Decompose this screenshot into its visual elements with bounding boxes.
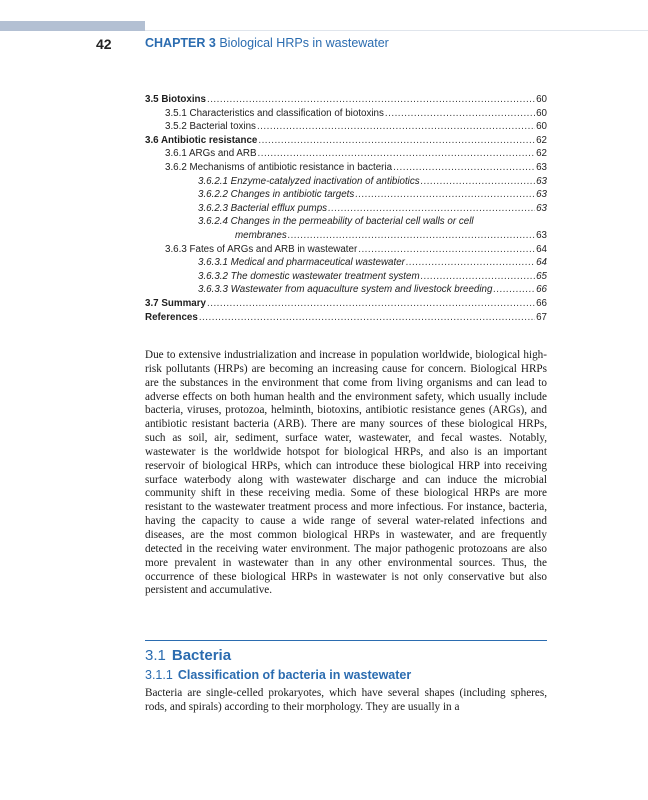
toc-entry-page: 62 bbox=[536, 134, 547, 146]
chapter-label: CHAPTER 3 bbox=[145, 36, 216, 50]
section-title: Bacteria bbox=[171, 647, 232, 664]
toc-leader bbox=[288, 229, 535, 243]
toc-entry[interactable] bbox=[145, 283, 547, 297]
toc-entry[interactable] bbox=[145, 147, 547, 161]
toc-entry-page: 60 bbox=[536, 94, 547, 105]
toc-entry-title: References bbox=[145, 311, 198, 323]
toc-leader bbox=[393, 161, 535, 175]
toc-entry-title: 3.5 Biotoxins bbox=[145, 94, 206, 105]
toc-leader bbox=[385, 107, 535, 121]
toc-entry-page: 63 bbox=[536, 161, 547, 173]
subsection-heading bbox=[145, 668, 411, 682]
header-rule bbox=[145, 30, 648, 31]
running-header bbox=[0, 36, 648, 54]
toc-entry[interactable] bbox=[145, 120, 547, 134]
toc-entry[interactable] bbox=[145, 107, 547, 121]
toc-entry-page: 66 bbox=[536, 284, 547, 296]
toc-leader bbox=[355, 188, 535, 202]
toc-entry-title: 3.6.2 Mechanisms of antibiotic resistance in bacteria bbox=[165, 161, 393, 173]
toc-leader bbox=[358, 243, 535, 257]
toc-leader bbox=[207, 93, 535, 107]
toc-entry[interactable] bbox=[145, 202, 547, 216]
toc-entry-page: 63 bbox=[536, 202, 547, 214]
toc-entry[interactable] bbox=[145, 188, 547, 202]
header-accent-bar bbox=[0, 21, 145, 31]
toc-entry-title-line2: membranes bbox=[235, 229, 287, 241]
toc-entry[interactable] bbox=[145, 243, 547, 257]
toc-leader bbox=[207, 297, 535, 311]
toc-entry[interactable] bbox=[145, 93, 547, 107]
toc-entry-title: 3.5.2 Bacterial toxins bbox=[165, 121, 256, 133]
toc-entry-title: 3.6.2.1 Enzyme-catalyzed inactivation of antibiotics bbox=[198, 175, 420, 187]
toc-entry-page: 64 bbox=[536, 243, 547, 255]
toc-entry-page: 60 bbox=[536, 121, 547, 133]
toc-entry-page: 66 bbox=[536, 297, 547, 309]
intro-paragraph: Due to extensive industrialization and increase in population worldwide, biological high-risk pollutants (HRPs) are becoming an increasing cause for concern. Biological HRPs are the substances in the environment that come from living organisms and can lead to adverse effects on both human health and the environment safety, which usually include bacteria, viruses, protozoa, helminth, biotoxins, antibiotic resistance genes (ARGs), and antibiotic resistant bacteria (ARB). There are many sources of these biological HRPs, such as soil, air, sediment, surface water, wastewater, and fecal wastes. Notably, wastewater is the worldwide hotspot for biological HRPs, and also is an important reservoir of biological HRPs, which can introduce these biological HRP into receiving surface waterbody along with wastewater discharge and can induce the microbial community shift in these receiving media. Some of these biological HRPs are more resistant to the wastewater treatment process and more infectious. For instance, bacteria, having the capacity to cause a wide range of several water-related infections and diseases, are the most common biological HRPs in wastewater, and are frequently detected in the receiving water environment. The major pathogenic protozoans are also more prevalent in wastewater than in any other environmental sources. Thus, the occurrence of these biological HRPs in wastewater is not only conservative but also persistent and accumulative. bbox=[145, 349, 547, 597]
toc-entry-page: 65 bbox=[536, 270, 547, 282]
page-number: 42 bbox=[96, 36, 112, 52]
toc-leader bbox=[199, 311, 535, 325]
toc-entry-title: 3.6.3 Fates of ARGs and ARB in wastewater bbox=[165, 243, 358, 255]
toc-entry-page: 62 bbox=[536, 148, 547, 160]
table-of-contents bbox=[145, 93, 547, 324]
toc-entry-title: 3.6.2.2 Changes in antibiotic targets bbox=[198, 189, 355, 201]
toc-leader bbox=[257, 120, 535, 134]
toc-entry[interactable] bbox=[145, 256, 547, 270]
toc-leader bbox=[421, 270, 535, 284]
toc-entry-title: 3.6.3.1 Medical and pharmaceutical wastewater bbox=[198, 257, 405, 269]
toc-entry[interactable] bbox=[145, 270, 547, 284]
subsection-title: Classification of bacteria in wastewater bbox=[177, 668, 412, 682]
toc-entry-page: 63 bbox=[536, 189, 547, 201]
toc-entry-title-line1: 3.6.2.4 Changes in the permeability of bacterial cell walls or cell bbox=[198, 216, 474, 228]
toc-entry[interactable] bbox=[145, 215, 547, 242]
section-number: 3.1 bbox=[145, 647, 166, 664]
toc-entry-page: 64 bbox=[536, 257, 547, 269]
toc-entry-page: 60 bbox=[536, 107, 547, 119]
chapter-heading bbox=[145, 36, 389, 50]
subsection-number: 3.1.1 bbox=[145, 668, 173, 682]
section-paragraph: Bacteria are single-celled prokaryotes, which have several shapes (including spheres, rods, and spirals) according to their morphology. They are usually in a bbox=[145, 687, 547, 713]
toc-entry-page: 63 bbox=[536, 175, 547, 187]
toc-entry-title: 3.6.2.3 Bacterial efflux pumps bbox=[198, 202, 328, 214]
toc-leader bbox=[406, 256, 535, 270]
toc-entry-page: 63 bbox=[536, 229, 547, 241]
chapter-title: Biological HRPs in wastewater bbox=[219, 36, 389, 50]
section-heading bbox=[145, 647, 231, 664]
toc-leader bbox=[421, 175, 535, 189]
toc-entry-title: 3.7 Summary bbox=[145, 297, 206, 309]
toc-leader bbox=[258, 134, 535, 148]
toc-entry-page: 67 bbox=[536, 311, 547, 323]
toc-entry-title: 3.6 Antibiotic resistance bbox=[145, 134, 258, 146]
toc-entry-title: 3.5.1 Characteristics and classification of biotoxins bbox=[165, 107, 384, 119]
toc-leader bbox=[328, 202, 535, 216]
toc-entry-title: 3.6.3.2 The domestic wastewater treatment system bbox=[198, 270, 420, 282]
toc-leader bbox=[493, 283, 535, 297]
toc-entry[interactable] bbox=[145, 311, 547, 325]
toc-entry[interactable] bbox=[145, 175, 547, 189]
toc-entry-title: 3.6.1 ARGs and ARB bbox=[165, 148, 257, 160]
toc-entry[interactable] bbox=[145, 134, 547, 148]
toc-entry-title: 3.6.3.3 Wastewater from aquaculture system and livestock breeding bbox=[198, 284, 493, 296]
section-rule bbox=[145, 640, 547, 641]
toc-entry[interactable] bbox=[145, 161, 547, 175]
toc-leader bbox=[258, 147, 536, 161]
toc-entry[interactable] bbox=[145, 297, 547, 311]
